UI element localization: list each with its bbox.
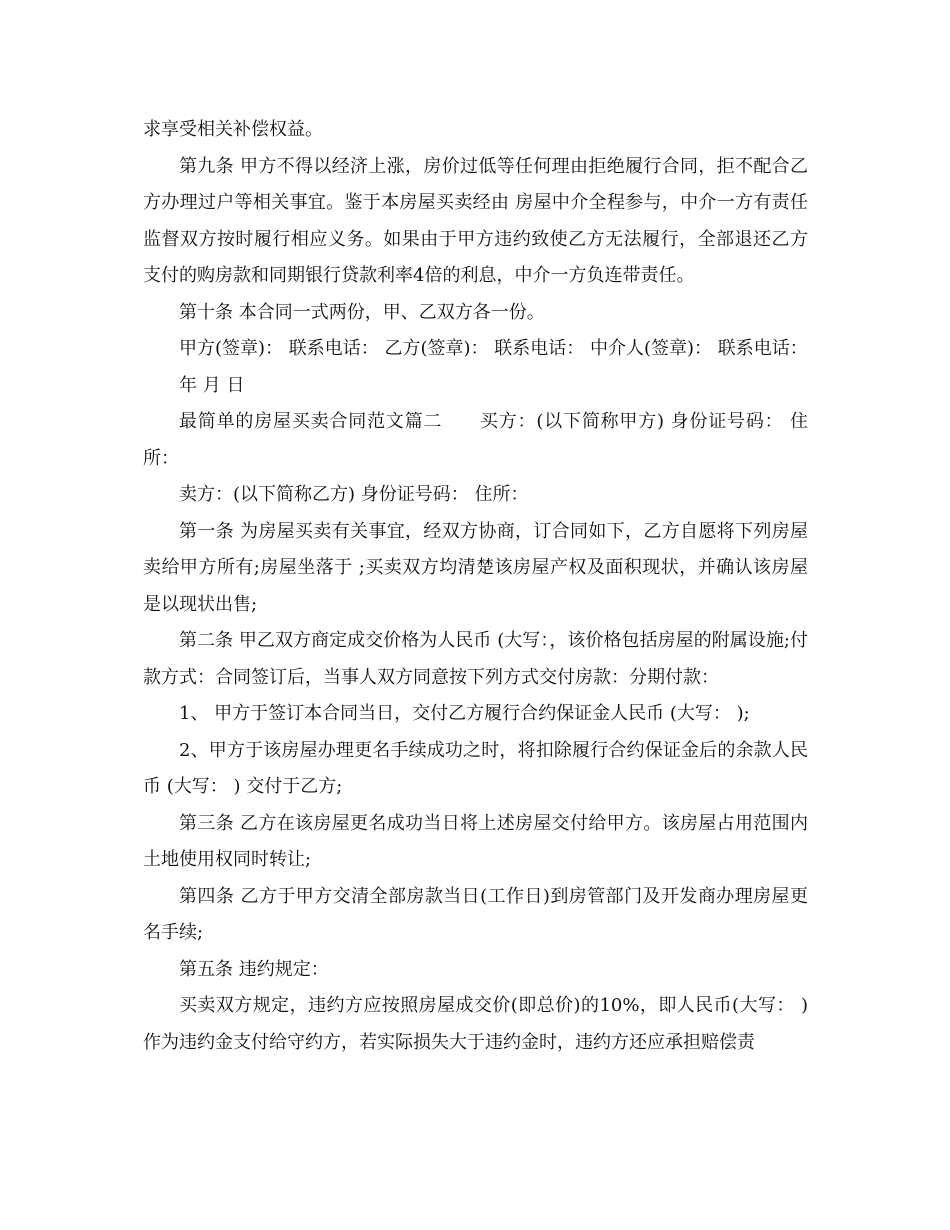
paragraph-article-3: 第三条 乙方在该房屋更名成功当日将上述房屋交付给甲方。该房屋占用范围内土地使用权同时转让; xyxy=(143,812,808,870)
paragraph-article-1: 第一条 为房屋买卖有关事宜，经双方协商，订合同如下，乙方自愿将下列房屋卖给甲方所有;房屋坐落于 ;买卖双方均清楚该房屋产权及面积现状，并确认该房屋是以现状出售; xyxy=(143,520,808,615)
paragraph-date-line: 年 月 日 xyxy=(179,374,245,396)
paragraph-article-10: 第十条 本合同一式两份，甲、乙双方各一份。 xyxy=(179,301,545,323)
paragraph-article-9: 第九条 甲方不得以经济上涨，房价过低等任何理由拒绝履行合同，拒不配合乙方办理过户等相关事宜。鉴于本房屋买卖经由 房屋中介全程参与，中介一方有责任监督双方按时履行相应义务。如果由于甲方违约致使乙方无法履行，全部退还乙方支付的购房款和同期银行贷款利率4倍的利息，中介一方负连带责任。 xyxy=(143,155,808,286)
paragraph-contract-2-heading: 最简单的房屋买卖合同范文篇二 买方：(以下简称甲方) 身份证号码： 住所： xyxy=(143,411,808,469)
paragraph-payment-item-2: 2、甲方于该房屋办理更名手续成功之时，将扣除履行合约保证金后的余款人民币 (大写： ) 交付于乙方; xyxy=(143,739,808,797)
paragraph-compensation-rights: 求享受相关补偿权益。 xyxy=(143,119,323,140)
paragraph-article-2: 第二条 甲乙双方商定成交价格为人民币 (大写：，该价格包括房屋的附属设施;付款方式：合同签订后，当事人双方同意按下列方式交付房款：分期付款： xyxy=(143,630,808,688)
paragraph-breach-rules: 买卖双方规定，违约方应按照房屋成交价(即总价)的10%，即人民币(大写： ) 作为违约金支付给守约方，若实际损失大于违约金时，违约方还应承担赔偿责 xyxy=(143,995,814,1053)
paragraph-article-5: 第五条 违约规定： xyxy=(179,958,329,980)
paragraph-article-4: 第四条 乙方于甲方交清全部房款当日(工作日)到房管部门及开发商办理房屋更名手续; xyxy=(143,885,808,943)
paragraph-seller-info: 卖方：(以下简称乙方) 身份证号码： 住所： xyxy=(179,484,529,505)
document-body xyxy=(143,112,814,1061)
paragraph-payment-item-1: 1、 甲方于签订本合同当日，交付乙方履行合约保证金人民币 (大写： ); xyxy=(179,703,750,724)
paragraph-signature-line: 甲方(签章)： 联系电话： 乙方(签章)： 联系电话： 中介人(签章)： 联系电话： xyxy=(179,338,808,359)
